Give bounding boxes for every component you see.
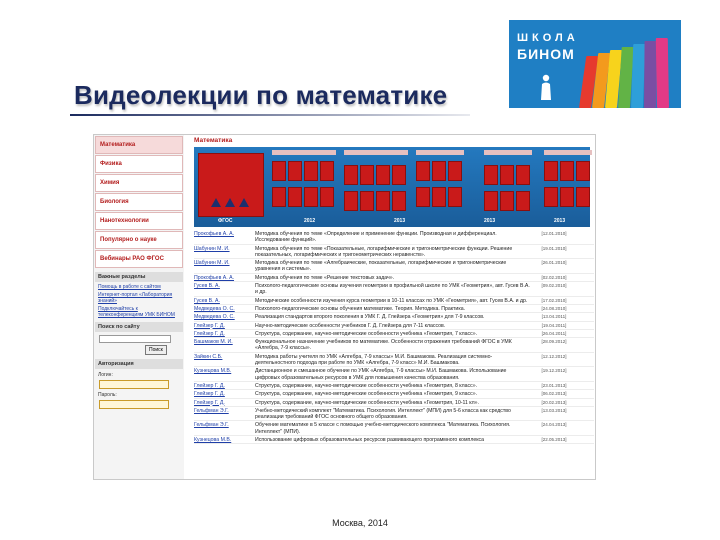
- lecture-row: [194, 330, 594, 338]
- lecture-row: [194, 407, 594, 422]
- series-year: 2013: [484, 218, 496, 224]
- series-year: 2013: [554, 218, 566, 224]
- textbook-cover[interactable]: [288, 187, 302, 207]
- series-year: 2012: [304, 218, 316, 224]
- lecture-title: Структура, содержание, научно-методические особенности учебника «Геометрия, 9 класс».: [255, 391, 478, 398]
- school-binom-logo: [509, 20, 681, 108]
- password-input[interactable]: [99, 400, 169, 409]
- lecture-date: [19.01.2010]: [541, 245, 567, 251]
- lecture-title: Методика обучения по теме «Алгебраические, показательные, логарифмические и тригонометрические уравнения и системы».: [255, 260, 507, 273]
- slide-title: Видеолекции по математике: [74, 80, 448, 110]
- lecture-author-link[interactable]: Гусев В. А.: [194, 297, 220, 304]
- lecture-title: Реализация стандартов второго поколения в УМК Г. Д. Глейзера «Геометрия» для 7-9 классов.: [255, 314, 485, 321]
- textbook-cover[interactable]: [516, 191, 530, 211]
- search-section: [95, 322, 183, 355]
- lecture-title: Методика обучения по теме «Определение и применение функции. Производная и дифференциал. Исследование функций».: [255, 231, 497, 244]
- lecture-date: [24.08.2010]: [541, 305, 567, 311]
- lecture-author-link[interactable]: Глейзер Г. Д.: [194, 391, 225, 398]
- textbook-cover[interactable]: [500, 165, 514, 185]
- lecture-author-link[interactable]: Глейзер Г. Д.: [194, 330, 225, 337]
- textbook-cover[interactable]: [360, 191, 374, 211]
- lecture-date: [24.04.2013]: [541, 422, 567, 428]
- lecture-author-link[interactable]: Башмаков М. И.: [194, 339, 233, 346]
- lecture-date: [20.02.2013]: [541, 399, 567, 405]
- textbook-cover[interactable]: [272, 187, 286, 207]
- lecture-author-link[interactable]: Прокофьев А. А.: [194, 274, 235, 281]
- triangle-icon: [211, 198, 221, 207]
- series-header-bar: [344, 150, 408, 155]
- textbook-cover[interactable]: [432, 161, 446, 181]
- lecture-author-link[interactable]: Гельфман Э.Г.: [194, 422, 229, 429]
- lecture-title: Использование цифровых образовательных ресурсов развивающего программного комплекса: [255, 437, 485, 444]
- textbook-cover[interactable]: [416, 187, 430, 207]
- textbook-cover[interactable]: [272, 161, 286, 181]
- lecture-date: [12.01.2010]: [541, 231, 567, 236]
- lecture-date: [22.05.2013]: [541, 437, 567, 443]
- textbook-cover[interactable]: [432, 187, 446, 207]
- textbook-cover[interactable]: [416, 161, 430, 181]
- subject-nav: [94, 136, 184, 268]
- lecture-date: [26.04.2011]: [541, 330, 567, 336]
- lecture-author-link[interactable]: Глейзер Г. Д.: [194, 322, 225, 329]
- lecture-author-link[interactable]: Глейзер Г. Д.: [194, 382, 225, 389]
- lecture-author-link[interactable]: Кузнецова М.В.: [194, 437, 232, 444]
- lecture-row: [194, 382, 594, 390]
- lecture-title: Психолого-педагогические основы изучения геометрии в профильной школе по УМК «Геометрия», авт. Гусев В.А. и др.: [255, 283, 530, 296]
- site-main: [186, 135, 596, 480]
- lecture-row: [194, 259, 594, 274]
- lecture-date: [13.03.2013]: [541, 407, 567, 413]
- title-underline: [70, 114, 470, 116]
- lecture-title: Научно-методические особенности учебников Г. Д. Глейзера для 7-11 классов.: [255, 322, 446, 329]
- triangle-icon: [225, 198, 235, 207]
- help-link[interactable]: Помощь в работе с сайтом: [98, 284, 161, 290]
- lecture-date: [02.02.2010]: [541, 274, 567, 280]
- nav-item-mathematics[interactable]: Математика: [95, 136, 183, 154]
- textbook-cover[interactable]: [392, 191, 406, 211]
- password-label: Пароль:: [98, 392, 117, 398]
- important-section: [95, 272, 183, 318]
- lecture-date: [12.12.2012]: [541, 353, 567, 359]
- lecture-title: Дистанционное и смешанное обучение по УМК «Алгебра, 7-9 классы» М.И. Башмакова. Использование цифровых образовательных ресурсов в УМК для повышения качества образования.: [255, 368, 507, 381]
- lecture-row: [194, 305, 594, 313]
- teleconf-link[interactable]: Подключайтесь к телеконференциям УМК БИНОМ: [98, 306, 175, 318]
- textbook-cover[interactable]: [544, 187, 558, 207]
- textbook-cover[interactable]: [576, 161, 590, 181]
- lecture-row: [194, 367, 594, 382]
- textbook-cover[interactable]: [516, 165, 530, 185]
- logo-line-2: БИНОМ: [517, 46, 575, 62]
- textbook-cover[interactable]: [304, 161, 318, 181]
- lecture-title: Структура, содержание, научно-методические особенности учебника «Геометрия, 8 класс».: [255, 382, 478, 389]
- lecture-row: [194, 353, 594, 368]
- textbook-cover[interactable]: [376, 165, 390, 185]
- textbook-cover[interactable]: [320, 187, 334, 207]
- lecture-title: Психолого-педагогические основы обучения математике. Теория. Методика. Практика.: [255, 305, 466, 312]
- nav-item-biology[interactable]: Биология: [95, 193, 183, 211]
- triangle-icon: [239, 198, 249, 207]
- site-sidebar: [94, 135, 184, 480]
- nav-item-physics[interactable]: Физика: [95, 155, 183, 173]
- textbook-cover[interactable]: [484, 165, 498, 185]
- textbook-cover[interactable]: [484, 191, 498, 211]
- textbook-cover[interactable]: [320, 161, 334, 181]
- textbook-cover[interactable]: [304, 187, 318, 207]
- textbook-cover[interactable]: [360, 165, 374, 185]
- series-header-bar: [544, 150, 592, 155]
- fgos-label: ФГОС: [218, 218, 233, 224]
- lecture-row: [194, 338, 594, 353]
- lecture-date: [26.01.2010]: [541, 260, 567, 266]
- lecture-title: Методика обучения по теме «Решение текстовых задач».: [255, 274, 395, 281]
- important-heading: Важные разделы: [95, 272, 183, 282]
- lecture-row: [194, 297, 594, 305]
- portal-link[interactable]: Интернет-портал «Лаборатория знаний»: [98, 292, 173, 304]
- lecture-date: [06.02.2013]: [541, 391, 567, 397]
- lecture-title: Структура, содержание, научно-методические особенности учебника «Геометрия, 10-11 кл».: [255, 399, 479, 406]
- book-spine-icon: [644, 41, 657, 108]
- lecture-author-link[interactable]: Медведева О. С.: [194, 314, 235, 321]
- textbook-cover[interactable]: [392, 165, 406, 185]
- lecture-author-link[interactable]: Глейзер Г. Д.: [194, 399, 225, 406]
- textbook-cover[interactable]: [288, 161, 302, 181]
- lecture-title: Функциональное назначение учебников по математике. Особенности отражения требований ФГОС в УМК «Алгебра, 7-9 классы».: [255, 339, 512, 352]
- lecture-author-link[interactable]: Шабунин М. И.: [194, 245, 230, 252]
- slide-footer: Москва, 2014: [332, 518, 388, 528]
- featured-textbook-cover: [198, 153, 264, 217]
- textbook-banner[interactable]: [194, 147, 590, 227]
- textbook-cover[interactable]: [500, 191, 514, 211]
- search-heading: Поиск по сайту: [95, 322, 183, 332]
- lecture-author-link[interactable]: Зайкин С.Б.: [194, 353, 223, 360]
- series-header-bar: [272, 150, 336, 155]
- lecture-row: [194, 390, 594, 398]
- lecture-row: [194, 274, 594, 282]
- lecture-row: [194, 230, 594, 245]
- login-input[interactable]: [99, 380, 169, 389]
- book-spine-icon: [656, 38, 669, 108]
- nav-item-nanotech[interactable]: Нанотехнологии: [95, 212, 183, 230]
- textbook-cover[interactable]: [560, 187, 574, 207]
- lecture-author-link[interactable]: Гельфман Э.Г.: [194, 407, 229, 414]
- lecture-title: Методические особенности изучения курса геометрии в 10-11 классах по УМК «Геометрия», авт. Гусев В.А. и др.: [255, 297, 528, 304]
- textbook-cover[interactable]: [344, 165, 358, 185]
- lecture-list: [194, 230, 594, 444]
- auth-heading: Авторизация: [95, 359, 183, 369]
- lecture-date: [13.04.2011]: [541, 314, 567, 320]
- lecture-date: [17.02.2010]: [541, 297, 567, 303]
- lecture-author-link[interactable]: Гусев В. А.: [194, 283, 220, 290]
- series-header-bar: [416, 150, 464, 155]
- lecture-date: [19.04.2011]: [541, 322, 567, 328]
- lecture-row: [194, 322, 594, 330]
- lecture-row: [194, 399, 594, 407]
- lecture-row: [194, 436, 594, 444]
- textbook-cover[interactable]: [544, 161, 558, 181]
- textbook-cover[interactable]: [448, 187, 462, 207]
- lecture-date: [19.12.2012]: [541, 368, 567, 374]
- reader-figure-icon: [539, 74, 553, 100]
- lecture-date: [23.01.2013]: [541, 382, 567, 388]
- lecture-author-link[interactable]: Шабунин М. И.: [194, 260, 230, 267]
- lecture-date: [09.02.2010]: [541, 283, 567, 289]
- login-label: Логин:: [98, 372, 113, 378]
- textbook-cover[interactable]: [560, 161, 574, 181]
- auth-section: [95, 359, 183, 409]
- lecture-row: [194, 245, 594, 260]
- textbook-cover[interactable]: [344, 191, 358, 211]
- lecture-title: Структура, содержание, научно-методические особенности учебника «Геометрия, 7 класс».: [255, 330, 478, 337]
- logo-line-1: ШКОЛА: [517, 32, 579, 44]
- nav-item-chemistry[interactable]: Химия: [95, 174, 183, 192]
- textbook-cover[interactable]: [448, 161, 462, 181]
- lecture-author-link[interactable]: Кузнецова М.В.: [194, 368, 232, 375]
- main-section-title: Математика: [194, 137, 233, 144]
- lecture-title: Учебно-методический комплект "Математика. Психология. Интеллект" (МПИ) для 5-6 класса как средство реализации требований ФГОС основного общего образования.: [255, 407, 511, 421]
- lecture-author-link[interactable]: Прокофьев А. А.: [194, 231, 235, 237]
- lecture-row: [194, 421, 594, 436]
- lecture-title: Методика обучения по теме «Показательные, логарифмические и тригонометрические функции. Решение показательных, логарифмических и тригонометрических неравенств».: [255, 245, 513, 258]
- lecture-title: Методика работы учителя по УМК «Алгебра, 7-9 классы» М.И. Башмакова. Реализация системно-деятельностного подхода при работе по УМК «Алгебра, 7-9 класс» М.И. Башмакова.: [255, 353, 493, 367]
- website-screenshot: [93, 134, 596, 480]
- nav-item-popular-science[interactable]: Популярно о науке: [95, 231, 183, 249]
- nav-item-webinars[interactable]: Вебинары РАО ФГОС: [95, 250, 183, 268]
- lecture-author-link[interactable]: Медведева О. С.: [194, 305, 235, 312]
- search-button[interactable]: Поиск: [145, 345, 167, 355]
- textbook-cover[interactable]: [376, 191, 390, 211]
- lecture-row: [194, 313, 594, 321]
- lecture-date: [28.09.2012]: [541, 339, 567, 345]
- search-input[interactable]: [99, 335, 171, 343]
- lecture-row: [194, 282, 594, 297]
- textbook-cover[interactable]: [576, 187, 590, 207]
- series-year: 2013: [394, 218, 406, 224]
- series-header-bar: [484, 150, 532, 155]
- lecture-title: Обучение математике в 5 классе с помощью учебно-методического комплекса "Математика. Психология. Интеллект" (МПИ).: [255, 422, 511, 435]
